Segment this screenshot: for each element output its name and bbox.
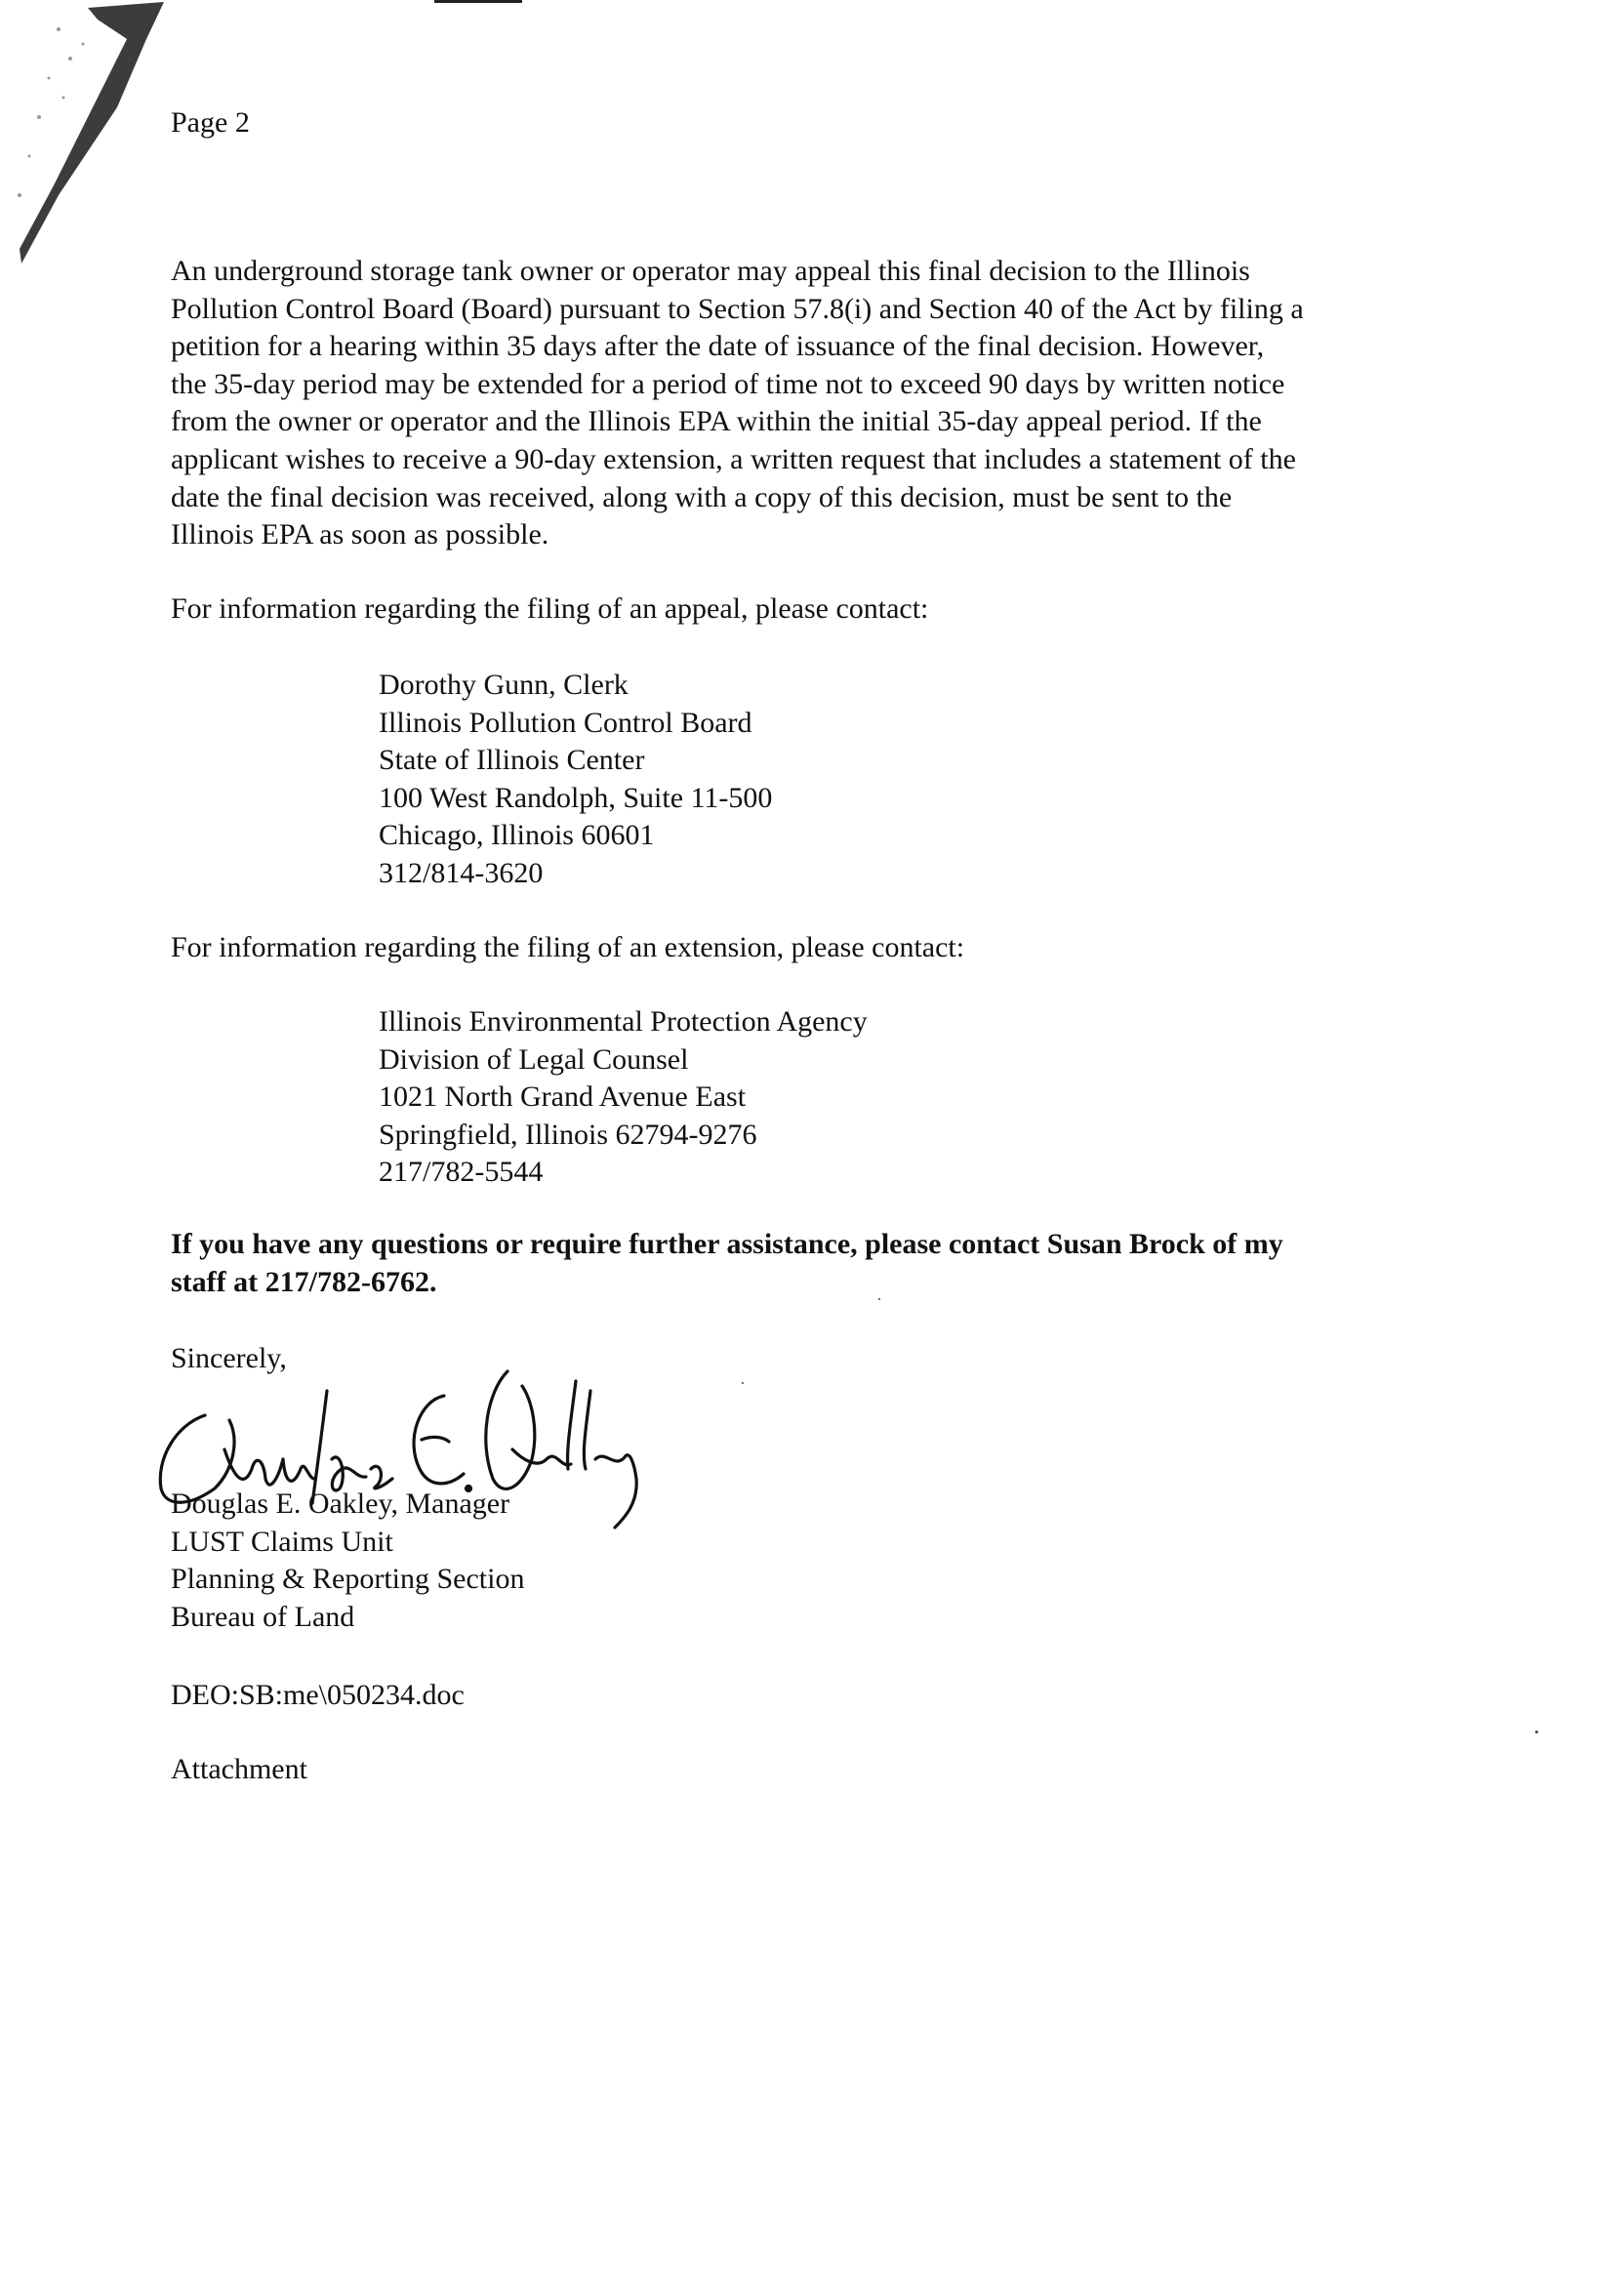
questions-note (171, 1226, 1283, 1301)
address-line: 1021 North Grand Avenue East (379, 1080, 747, 1114)
signer-section: Planning & Reporting Section (171, 1563, 525, 1596)
address-line: Chicago, Illinois 60601 (379, 819, 655, 852)
top-rule (434, 0, 522, 3)
scan-speck (1535, 1731, 1538, 1733)
paragraph-line: the 35-day period may be extended for a period of time not to exceed 90 days by written notice (171, 367, 1285, 400)
signer-bureau: Bureau of Land (171, 1600, 355, 1633)
address-line: 217/782-5544 (379, 1156, 544, 1189)
paragraph-line: from the owner or operator and the Illinois EPA within the initial 35-day appeal period. If the (171, 405, 1262, 438)
address-line: Division of Legal Counsel (379, 1042, 689, 1076)
scan-speck (742, 1382, 744, 1384)
enclosure-note: Attachment (171, 1753, 307, 1785)
paragraph-line: An underground storage tank owner or operator may appeal this final decision to the Illinois (171, 255, 1250, 287)
salutation: Sincerely, (171, 1342, 287, 1374)
address-line: Illinois Pollution Control Board (379, 706, 752, 739)
paragraph-line: petition for a hearing within 35 days after the date of issuance of the final decision. However, (171, 330, 1265, 363)
paragraph-line: applicant wishes to receive a 90-day extension, a written request that includes a statement of the (171, 442, 1296, 475)
address-line: Dorothy Gunn, Clerk (379, 669, 629, 701)
extension-contact-address (379, 1003, 868, 1192)
signature-block (171, 1486, 524, 1636)
questions-line: If you have any questions or require further assistance, please contact Susan Brock of my (171, 1228, 1283, 1260)
address-line: 100 West Randolph, Suite 11-500 (379, 781, 773, 814)
address-line: Illinois Environmental Protection Agency (379, 1005, 868, 1038)
reference-initials: DEO:SB:me\050234.doc (171, 1679, 465, 1711)
appeal-contact-address (379, 667, 772, 893)
signer-unit: LUST Claims Unit (171, 1525, 393, 1558)
appeal-paragraph (171, 253, 1459, 554)
address-line: 312/814-3620 (379, 856, 544, 889)
questions-line: staff at 217/782-6762. (171, 1265, 437, 1298)
appeal-intro: For information regarding the filing of an appeal, please contact: (171, 592, 929, 625)
address-line: State of Illinois Center (379, 744, 645, 777)
address-line: Springfield, Illinois 62794-9276 (379, 1118, 757, 1151)
extension-intro: For information regarding the filing of an extension, please contact: (171, 931, 965, 963)
signer-name: Douglas E. Oakley, Manager (171, 1487, 510, 1520)
scan-speck (878, 1298, 880, 1300)
scan-corner-mark (0, 0, 176, 273)
paragraph-line: Pollution Control Board (Board) pursuant to Section 57.8(i) and Section 40 of the Act by filing a (171, 292, 1304, 325)
paragraph-line: date the final decision was received, along with a copy of this decision, must be sent to the (171, 480, 1233, 513)
paragraph-line: Illinois EPA as soon as possible. (171, 518, 549, 551)
page-label: Page 2 (171, 106, 250, 139)
